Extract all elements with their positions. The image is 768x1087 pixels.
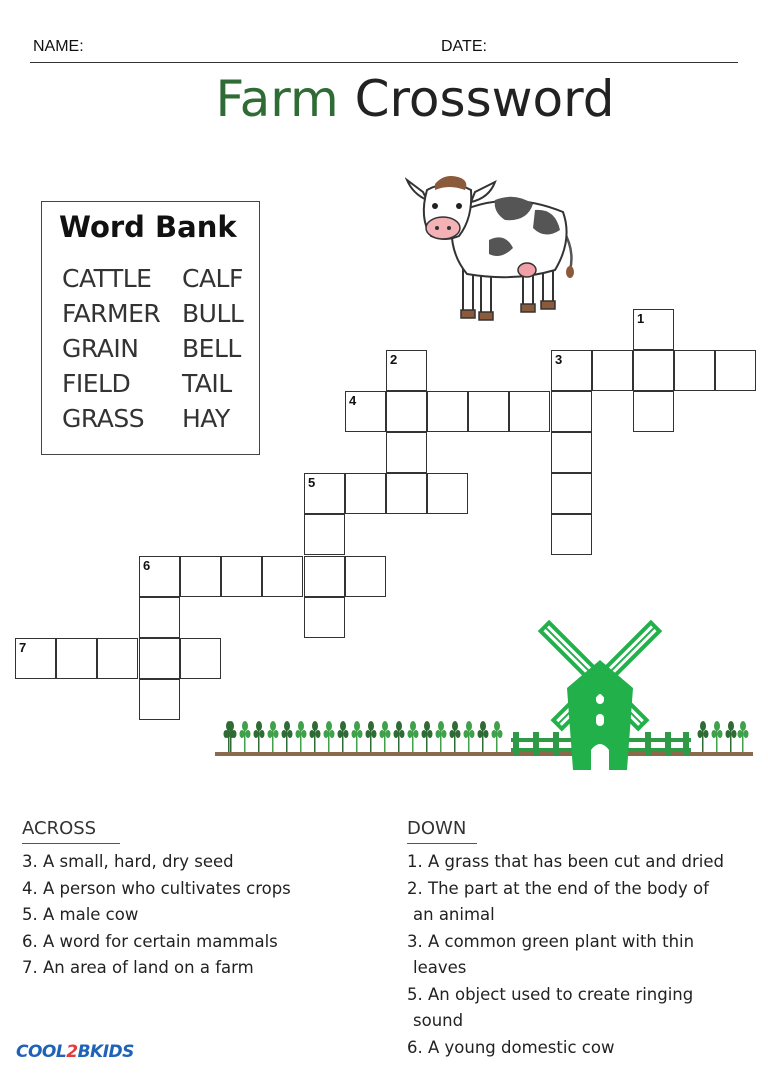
down-clue: 5. An object used to create ringing <box>407 985 694 1004</box>
down-clue-continued: sound <box>413 1011 464 1030</box>
clue-number: 5 <box>308 475 316 490</box>
grid-cell[interactable] <box>551 432 592 473</box>
clue-number: 1 <box>637 311 645 326</box>
grid-cell[interactable] <box>304 473 345 514</box>
clue-number: 6 <box>143 558 151 573</box>
grid-cell[interactable] <box>715 350 756 391</box>
grid-cell[interactable] <box>674 350 715 391</box>
grid-cell[interactable] <box>97 638 138 679</box>
word-bank-word: CATTLE <box>62 264 152 293</box>
word-bank-word: HAY <box>182 404 230 433</box>
clue-number: 2 <box>390 352 398 367</box>
across-underline <box>22 843 120 844</box>
down-underline <box>407 843 477 844</box>
grid-cell[interactable] <box>592 350 633 391</box>
grid-cell[interactable] <box>345 473 386 514</box>
down-clue: 2. The part at the end of the body of <box>407 879 709 898</box>
grid-cell[interactable] <box>386 391 427 432</box>
header-rule <box>30 62 738 63</box>
grid-cell[interactable] <box>180 556 221 597</box>
name-label: NAME: <box>33 38 84 55</box>
across-clue: 6. A word for certain mammals <box>22 932 278 951</box>
title-farm: Farm <box>215 70 339 128</box>
clue-number: 7 <box>19 640 27 655</box>
across-heading: ACROSS <box>22 818 97 839</box>
clue-number: 3 <box>555 352 563 367</box>
grid-cell[interactable] <box>509 391 550 432</box>
title-crossword: Crossword <box>354 70 615 128</box>
word-bank-word: BELL <box>182 334 241 363</box>
grid-cell[interactable] <box>304 556 345 597</box>
grid-cell[interactable] <box>262 556 303 597</box>
across-clue: 5. A male cow <box>22 905 139 924</box>
word-bank-title: Word Bank <box>59 210 237 244</box>
down-heading: DOWN <box>407 818 467 839</box>
word-bank-word: FARMER <box>62 299 161 328</box>
grid-cell[interactable] <box>427 473 468 514</box>
word-bank <box>41 201 260 455</box>
grid-cell[interactable] <box>139 556 180 597</box>
word-bank-word: BULL <box>182 299 244 328</box>
grid-cell[interactable] <box>56 638 97 679</box>
grid-cell[interactable] <box>551 350 592 391</box>
grid-cell[interactable] <box>304 514 345 555</box>
grid-cell[interactable] <box>15 638 56 679</box>
down-clue-continued: an animal <box>413 905 495 924</box>
grid-cell[interactable] <box>551 391 592 432</box>
windmill-icon <box>215 610 755 775</box>
cow-icon <box>405 170 580 325</box>
clue-number: 4 <box>349 393 357 408</box>
logo-part-two: 2 <box>66 1042 78 1062</box>
grid-cell[interactable] <box>386 473 427 514</box>
grid-cell[interactable] <box>139 597 180 638</box>
cool2bkids-logo[interactable] <box>16 1042 134 1062</box>
grid-cell[interactable] <box>345 391 386 432</box>
down-clue: 1. A grass that has been cut and dried <box>407 852 724 871</box>
down-clue: 3. A common green plant with thin <box>407 932 695 951</box>
grid-cell[interactable] <box>633 391 674 432</box>
word-bank-word: GRAIN <box>62 334 139 363</box>
grid-cell[interactable] <box>551 473 592 514</box>
grid-cell[interactable] <box>427 391 468 432</box>
logo-part-bkids: BKIDS <box>77 1042 134 1062</box>
page-title <box>0 70 768 128</box>
grid-cell[interactable] <box>386 350 427 391</box>
word-bank-word: TAIL <box>182 369 232 398</box>
grid-cell[interactable] <box>468 391 509 432</box>
down-clue-continued: leaves <box>413 958 467 977</box>
grid-cell[interactable] <box>633 350 674 391</box>
across-clue: 3. A small, hard, dry seed <box>22 852 234 871</box>
grid-cell[interactable] <box>633 309 674 350</box>
across-clue: 7. An area of land on a farm <box>22 958 254 977</box>
grid-cell[interactable] <box>139 638 180 679</box>
word-bank-word: FIELD <box>62 369 131 398</box>
grid-cell[interactable] <box>221 556 262 597</box>
date-label: DATE: <box>441 38 487 55</box>
grid-cell[interactable] <box>386 432 427 473</box>
logo-part-cool: COOL <box>16 1042 67 1062</box>
word-bank-word: GRASS <box>62 404 145 433</box>
word-bank-word: CALF <box>182 264 243 293</box>
down-clue: 6. A young domestic cow <box>407 1038 615 1057</box>
across-clue: 4. A person who cultivates crops <box>22 879 291 898</box>
grid-cell[interactable] <box>345 556 386 597</box>
grid-cell[interactable] <box>551 514 592 555</box>
grid-cell[interactable] <box>139 679 180 720</box>
